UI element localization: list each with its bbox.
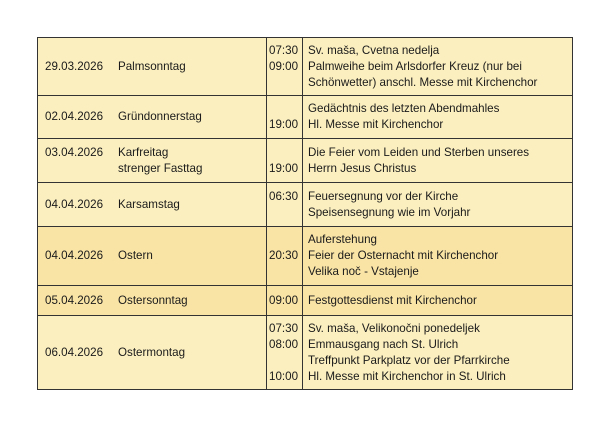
time-cell	[267, 321, 302, 385]
description-cell	[303, 43, 572, 91]
easter-schedule-table	[37, 37, 573, 390]
row-desc-line: Velika noč - Vstajenje	[308, 265, 419, 278]
row-day: Karfreitag	[118, 145, 169, 159]
row-day: Karsamstag	[118, 197, 180, 211]
date-cell	[38, 345, 266, 361]
row-date: 02.04.2026	[45, 110, 104, 123]
table-row	[38, 38, 573, 96]
row-date: 04.04.2026	[45, 249, 104, 262]
description-cell	[303, 321, 572, 385]
row-time: 07:30	[269, 43, 299, 57]
table-row	[38, 227, 573, 286]
row-date: 03.04.2026	[45, 145, 104, 159]
row-desc-line: Palmweihe beim Arlsdorfer Kreuz	[308, 59, 480, 73]
row-desc-line: Festgottesdienst mit Kirchenchor	[308, 293, 477, 307]
row-time: 06:30	[269, 189, 299, 203]
row-day-note: strenger Fasttag	[118, 161, 203, 175]
row-desc-line: Gedächtnis des letzten Abendmahles	[308, 102, 500, 115]
description-cell	[303, 293, 572, 309]
time-cell	[267, 145, 302, 177]
row-desc-line: Auferstehung	[308, 233, 377, 246]
time-cell	[267, 101, 302, 133]
date-cell	[38, 248, 266, 264]
date-cell	[38, 197, 266, 213]
row-date: 05.04.2026	[45, 293, 104, 307]
row-day: Ostersonntag	[118, 293, 188, 307]
row-desc-line: Herrn Jesus Christus	[308, 161, 417, 175]
description-cell	[303, 189, 572, 221]
row-date: 29.03.2026	[45, 59, 104, 73]
row-time	[269, 75, 302, 91]
row-date: 06.04.2026	[45, 345, 104, 359]
row-day: Gründonnerstag	[118, 110, 202, 123]
row-day: Palmsonntag	[118, 59, 186, 73]
row-time: 20:30	[269, 249, 299, 262]
time-cell	[267, 43, 302, 91]
row-desc-line: anschl. Messe mit Kirchenchor	[379, 75, 538, 89]
row-desc-line: Sv. maša, Cvetna nedelja	[308, 43, 440, 57]
row-time: 09:00	[269, 293, 299, 307]
description-cell	[303, 232, 572, 280]
row-desc-line: Hl. Messe mit Kirchenchor	[308, 118, 444, 131]
table-row	[38, 96, 573, 139]
row-desc-line: Feier der Osternacht mit Kirchenchor	[308, 249, 499, 262]
row-desc-line: Hl. Messe mit Kirchenchor in St. Ulrich	[308, 369, 506, 383]
time-cell	[267, 232, 302, 280]
time-cell	[267, 189, 302, 221]
row-day: Ostermontag	[118, 345, 186, 359]
table-row	[38, 316, 573, 390]
row-date: 04.04.2026	[45, 197, 104, 211]
row-desc-line: Die Feier vom Leiden und Sterben unseres	[308, 145, 530, 159]
date-cell	[38, 145, 266, 177]
row-desc-line: Emmausgang nach St. Ulrich	[308, 337, 459, 351]
row-desc-line: Feuersegnung vor der Kirche	[308, 189, 459, 203]
row-day: Ostern	[118, 249, 153, 262]
table-row	[38, 286, 573, 316]
time-cell	[267, 293, 302, 309]
row-desc-note: Schönwetter)	[308, 75, 377, 89]
row-desc-note: (nur bei	[482, 59, 522, 73]
row-time: 19:00	[269, 161, 299, 175]
row-time: 08:00	[269, 337, 299, 351]
row-desc-line: Sv. maša, Velikonočni ponedeljek	[308, 321, 480, 335]
row-time: 19:00	[269, 118, 299, 131]
table-row	[38, 183, 573, 227]
row-desc-line: Treffpunkt Parkplatz vor der Pfarrkirche	[308, 353, 510, 367]
date-cell	[38, 293, 266, 309]
date-cell	[38, 109, 266, 125]
description-cell	[303, 101, 572, 133]
row-time: 10:00	[269, 369, 299, 383]
description-cell	[303, 145, 572, 177]
table-row	[38, 139, 573, 183]
date-cell	[38, 59, 266, 75]
row-time: 07:30	[269, 321, 299, 335]
row-desc-line: Speisensegnung wie im Vorjahr	[308, 205, 471, 219]
row-time: 09:00	[269, 59, 299, 73]
